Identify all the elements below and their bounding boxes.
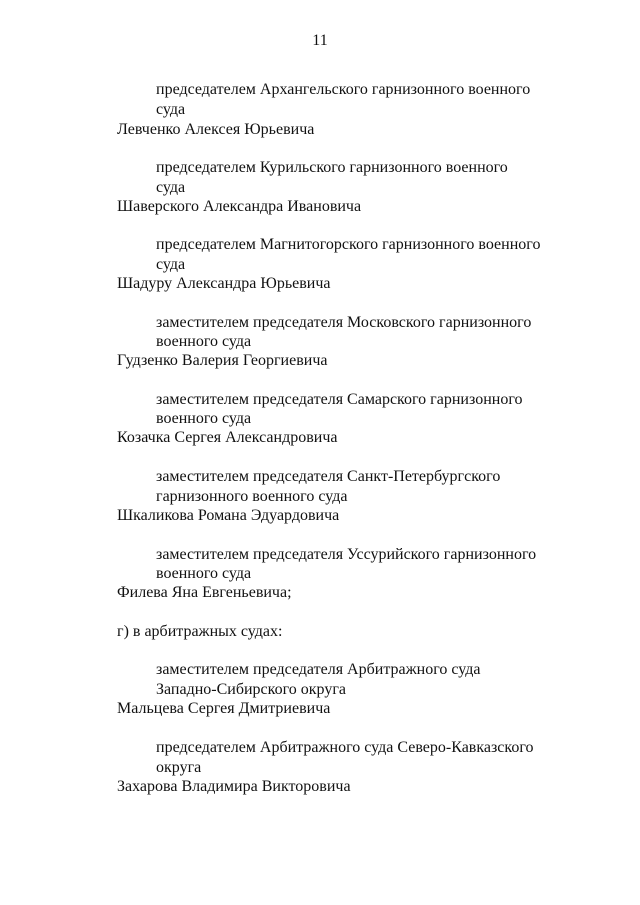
appointee-name: Филева Яна Евгеньевича; xyxy=(117,584,292,601)
position-line-1: заместителем председателя Санкт-Петербургского xyxy=(156,468,501,485)
position-line-1: заместителем председателя Московского гарнизонного xyxy=(156,314,532,331)
position-line-1: председателем Архангельского гарнизонного военного xyxy=(156,81,531,98)
position-line-2: суда xyxy=(156,101,186,118)
position-line-1: заместителем председателя Арбитражного суда xyxy=(156,661,481,678)
appointee-name: Шадуру Александра Юрьевича xyxy=(117,275,331,292)
position-line-2: суда xyxy=(156,256,186,273)
appointee-name: Гудзенко Валерия Георгиевича xyxy=(117,352,328,369)
appointee-name: Мальцева Сергея Дмитриевича xyxy=(117,700,331,717)
appointee-name: Захарова Владимира Викторовича xyxy=(117,778,351,795)
position-line-1: заместителем председателя Уссурийского гарнизонного xyxy=(156,546,537,563)
position-line-1: председателем Магнитогорского гарнизонного военного xyxy=(156,236,541,253)
page-number: 11 xyxy=(312,32,328,49)
position-line-2: военного суда xyxy=(156,333,252,350)
position-line-2: военного суда xyxy=(156,410,252,427)
section-heading: г) в арбитражных судах: xyxy=(117,623,283,640)
appointee-name: Левченко Алексея Юрьевича xyxy=(117,121,315,138)
position-line-1: заместителем председателя Самарского гарнизонного xyxy=(156,391,523,408)
appointee-name: Шаверского Александра Ивановича xyxy=(117,198,362,215)
appointee-name: Шкаликова Романа Эдуардовича xyxy=(117,507,340,524)
position-line-2: Западно-Сибирского округа xyxy=(156,681,346,698)
position-line-2: военного суда xyxy=(156,565,252,582)
position-line-2: суда xyxy=(156,179,186,196)
position-line-2: округа xyxy=(156,759,202,776)
position-line-2: гарнизонного военного суда xyxy=(156,488,348,505)
appointee-name: Козачка Сергея Александровича xyxy=(117,429,338,446)
position-line-1: председателем Курильского гарнизонного военного xyxy=(156,159,508,176)
position-line-1: председателем Арбитражного суда Северо-Кавказского xyxy=(156,739,534,756)
